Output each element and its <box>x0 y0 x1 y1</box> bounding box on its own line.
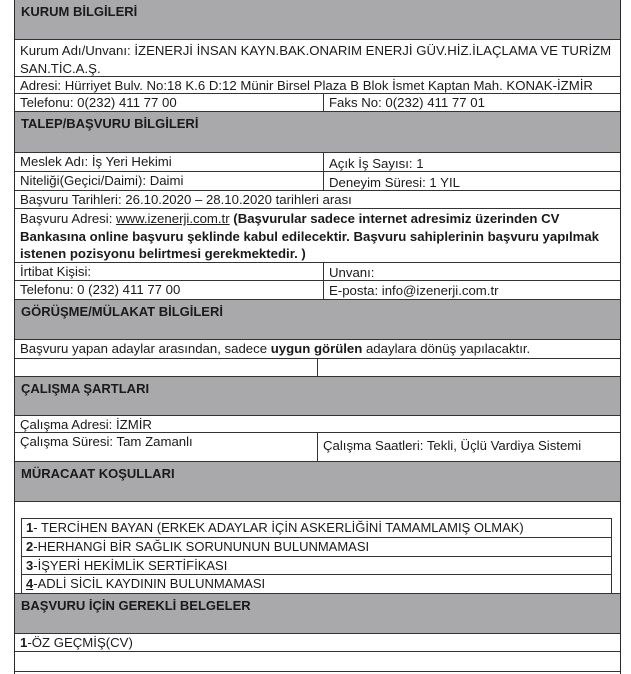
meslek-field: Meslek Adı: İş Yeri Hekimi <box>20 154 172 169</box>
item-separator: - <box>33 557 38 573</box>
calisma-suresi-row <box>15 433 620 462</box>
muracaat-conditions-list <box>21 518 612 594</box>
calisma-saatleri-field: Çalışma Saatleri: Tekli, Üçlü Vardiya Sistemi <box>317 433 620 461</box>
section-title: MÜRACAAT KOŞULLARI <box>21 466 175 481</box>
kurum-adi-row <box>15 40 620 77</box>
niteligi-row <box>15 172 620 191</box>
condition-item <box>22 575 611 594</box>
section-title: TALEP/BAŞVURU BİLGİLERİ <box>21 116 199 131</box>
basvuru-adresi-note: (Başvurular sadece internet adresimiz üzerinden CV Bankasına online başvuru şeklinde kabul edilecektir. Başvuru sahiplerinin başvuru yapılmak istenen pozisyonu belirtmesi gerekmektedir. ) <box>20 211 600 261</box>
gorusme-empty-row <box>15 359 620 377</box>
item-number: 3 <box>26 557 34 573</box>
tarihler-row <box>15 191 620 209</box>
section-header-gorusme <box>15 300 620 340</box>
eposta-field: E-posta: info@izenerji.com.tr <box>323 281 620 299</box>
item-text: ADLİ SİCİL KAYDININ BULUNMAMASI <box>37 576 266 592</box>
adres-field: Adresi: Hürriyet Bulv. No:18 K.6 D:12 Münir Birsel Plaza B Blok İsmet Kaptan Mah. KONAK-İZMİR <box>20 78 593 93</box>
section-header-muracaat <box>15 462 620 502</box>
item-text: ÖZ GEÇMİŞ(CV) <box>31 635 133 650</box>
belge-row <box>15 634 620 652</box>
gorusme-text-part: adaylara dönüş yapılacaktır. <box>362 341 531 356</box>
adres-row <box>15 77 620 94</box>
item-text: TERCİHEN BAYAN (ERKEK ADAYLAR İÇİN ASKERLİĞİNİ TAMAMLAMIŞ OLMAK) <box>40 520 524 535</box>
calisma-suresi-field: Çalışma Süresi: Tam Zamanlı <box>20 434 193 449</box>
irtibat-row <box>15 263 620 281</box>
telefon-faks-row <box>15 94 620 112</box>
basvuru-tarihleri-field: Başvuru Tarihleri: 26.10.2020 – 28.10.2020 tarihleri arası <box>20 192 352 207</box>
condition-item <box>22 538 611 557</box>
empty-cell <box>15 359 317 376</box>
gorusme-text-emphasis: uygun görülen <box>270 341 363 356</box>
item-separator: - <box>33 576 38 592</box>
niteligi-field: Niteliği(Geçici/Daimi): Daimi <box>20 173 184 188</box>
gorusme-text-part: Başvuru yapan adaylar arasından, sadece <box>20 341 271 356</box>
calisma-adresi-field: Çalışma Adresi: İZMİR <box>20 417 152 432</box>
gorusme-info-text <box>15 340 620 358</box>
kurum-adi-field <box>15 42 620 77</box>
item-text: HERHANGİ BİR SAĞLIK SORUNUNUN BULUNMAMASI <box>37 538 370 554</box>
faks-field: Faks No: 0(232) 411 77 01 <box>323 94 620 111</box>
website-link[interactable]: www.izenerji.com.tr <box>116 211 230 226</box>
condition-item <box>22 519 611 538</box>
kurum-adi-value: İZENERJİ İNSAN KAYN.BAK.ONARIM ENERJİ GÜV.HİZ.İLAÇLAMA VE TURİZM SAN.TİC.A.Ş. <box>20 43 612 76</box>
job-posting-form <box>14 0 621 674</box>
item-number: 1 <box>20 635 28 650</box>
item-separator: - <box>27 635 32 650</box>
basvuru-adresi-row <box>15 209 620 263</box>
telefon-field: Telefonu: 0(232) 411 77 00 <box>20 95 177 110</box>
item-separator: - <box>33 538 38 554</box>
acik-is-field: Açık İş Sayısı: 1 <box>323 153 620 171</box>
kurum-adi-label: Kurum Adı/Unvanı: <box>20 43 131 58</box>
condition-item <box>22 557 611 576</box>
item-number: 2 <box>26 538 34 554</box>
item-number: 1 <box>26 520 34 535</box>
basvuru-adresi-field <box>15 210 620 263</box>
belge-empty-row <box>15 652 620 672</box>
basvuru-adresi-label: Başvuru Adresi: <box>20 211 113 226</box>
section-title: KURUM BİLGİLERİ <box>21 4 138 19</box>
section-header-kurum <box>15 0 620 40</box>
gorusme-info-row <box>15 340 620 359</box>
item-text: İŞYERİ HEKİMLİK SERTİFİKASI <box>37 557 228 573</box>
section-title: BAŞVURU İÇİN GEREKLİ BELGELER <box>21 598 251 613</box>
section-header-talep <box>15 112 620 153</box>
iletisim-row <box>15 281 620 300</box>
empty-cell <box>317 359 620 376</box>
meslek-row <box>15 153 620 172</box>
section-header-calisma <box>15 377 620 416</box>
section-title: ÇALIŞMA ŞARTLARI <box>21 381 150 396</box>
item-separator: - <box>33 520 41 535</box>
calisma-adresi-row <box>15 416 620 433</box>
item-number: 4 <box>26 576 34 592</box>
irtibat-field: İrtibat Kişisi: <box>20 264 92 279</box>
telefon-field: Telefonu: 0 (232) 411 77 00 <box>20 282 181 297</box>
belge-item <box>15 634 620 652</box>
deneyim-field: Deneyim Süresi: 1 YIL <box>323 172 620 190</box>
unvani-field: Unvanı: <box>323 263 620 280</box>
section-title: GÖRÜŞME/MÜLAKAT BİLGİLERİ <box>21 304 223 319</box>
section-header-belgeler <box>15 593 620 634</box>
